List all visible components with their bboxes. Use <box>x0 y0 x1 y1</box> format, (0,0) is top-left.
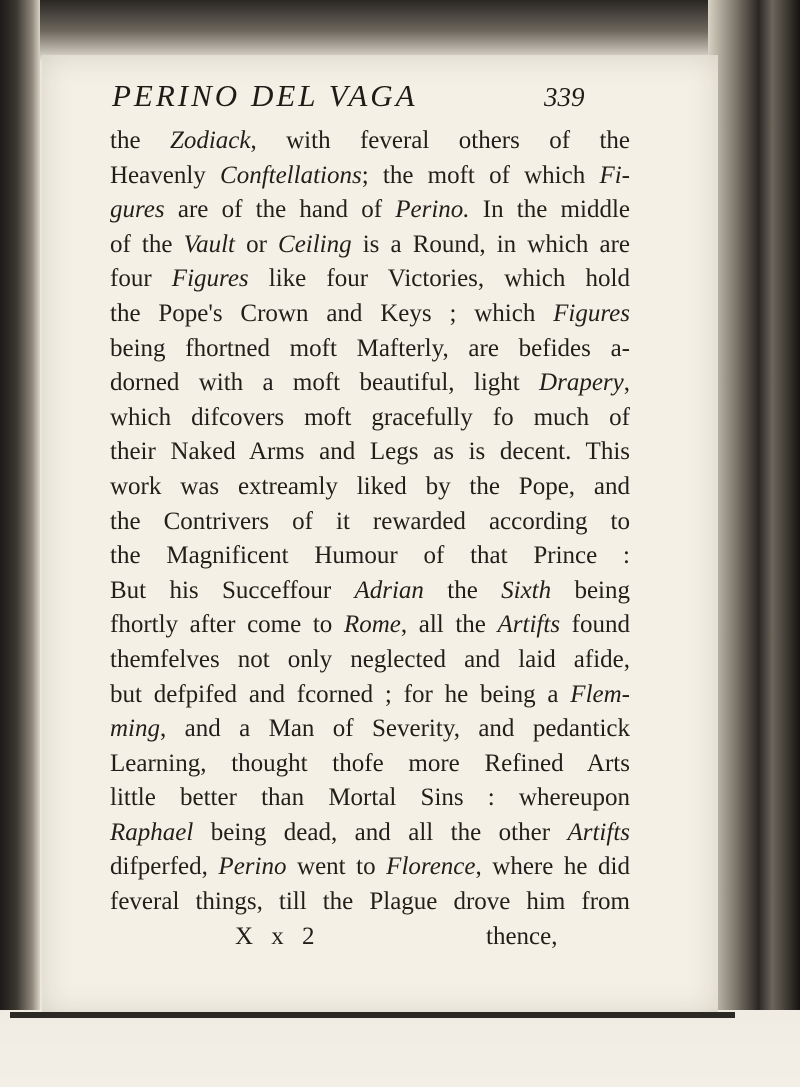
text-lines <box>110 124 630 920</box>
italic-text: Vault <box>183 230 235 258</box>
scan-bottom-area <box>0 1010 800 1087</box>
text-line: the Pope's Crown and Keys ; which Figures <box>110 299 630 327</box>
italic-text: gures <box>110 196 165 224</box>
text-line: Learning, thought thofe more Refined Arts <box>110 749 630 777</box>
text-line: gures are of the hand of Perino. In the middle <box>110 196 630 224</box>
page-footer <box>110 920 630 955</box>
running-head: PERINO DEL VAGA <box>112 78 418 113</box>
italic-text: Adrian <box>354 576 424 604</box>
text-line: their Naked Arms and Legs as is decent. This <box>110 438 630 466</box>
italic-text: Figures <box>553 299 630 327</box>
signature-mark: X x 2 <box>235 922 321 950</box>
text-line: But his Succeffour Adrian the Sixth being <box>110 576 631 604</box>
italic-text: Perino <box>218 853 287 881</box>
text-line: but defpifed and fcorned ; for he being a Flem- <box>110 680 630 708</box>
italic-text: Raphael <box>110 818 194 846</box>
italic-text: Rome <box>343 611 401 639</box>
scan-right-edge <box>708 0 800 1087</box>
text-line: Heavenly Conftellations; the moft of which Fi- <box>110 161 630 189</box>
italic-text: Conftellations <box>220 161 362 189</box>
text-line: difperfed, Perino went to Florence, where he did <box>110 853 630 881</box>
text-line: feveral things, till the Plague drove him from <box>110 888 630 916</box>
text-line: being fhortned moft Mafterly, are befides a- <box>110 334 630 362</box>
italic-text: Sixth <box>501 576 552 604</box>
text-line: fhortly after come to Rome, all the Artifts found <box>110 611 631 639</box>
scan-top-edge <box>0 0 800 62</box>
italic-text: Zodiack <box>169 127 251 154</box>
page-number: 339 <box>544 82 585 112</box>
text-line: which difcovers moft gracefully fo much of <box>110 403 630 431</box>
italic-text: Artifts <box>497 611 561 639</box>
page-bottom-edge <box>10 1012 735 1018</box>
text-line: ming, and a Man of Severity, and pedantick <box>110 715 630 743</box>
italic-text: Ceiling <box>278 230 352 258</box>
body-text <box>110 124 630 954</box>
italic-text: Fi- <box>599 161 630 189</box>
italic-text: Perino. <box>395 196 470 224</box>
text-line: little better than Mortal Sins : whereupon <box>110 784 630 812</box>
scan-left-edge <box>0 0 40 1087</box>
catchword: thence, <box>486 922 558 950</box>
text-line: the Contrivers of it rewarded according to <box>110 507 630 535</box>
text-line: four Figures like four Victories, which hold <box>110 265 630 293</box>
text-line: the Magnificent Humour of that Prince : <box>110 542 630 570</box>
text-line: Raphael being dead, and all the other Artifts <box>110 818 630 846</box>
italic-text: Figures <box>171 265 249 293</box>
text-line: dorned with a moft beautiful, light Drapery, <box>110 369 630 397</box>
text-line: the Zodiack, with feveral others of the <box>110 127 630 154</box>
italic-text: Flem- <box>570 680 630 708</box>
text-line: of the Vault or Ceiling is a Round, in which are <box>110 230 630 258</box>
text-line: themfelves not only neglected and laid afide, <box>110 645 630 673</box>
text-line: work was extreamly liked by the Pope, and <box>110 472 630 500</box>
italic-text: Artifts <box>567 818 630 846</box>
italic-text: Florence <box>386 853 476 881</box>
italic-text: ming <box>110 715 160 743</box>
italic-text: Drapery <box>539 369 624 397</box>
